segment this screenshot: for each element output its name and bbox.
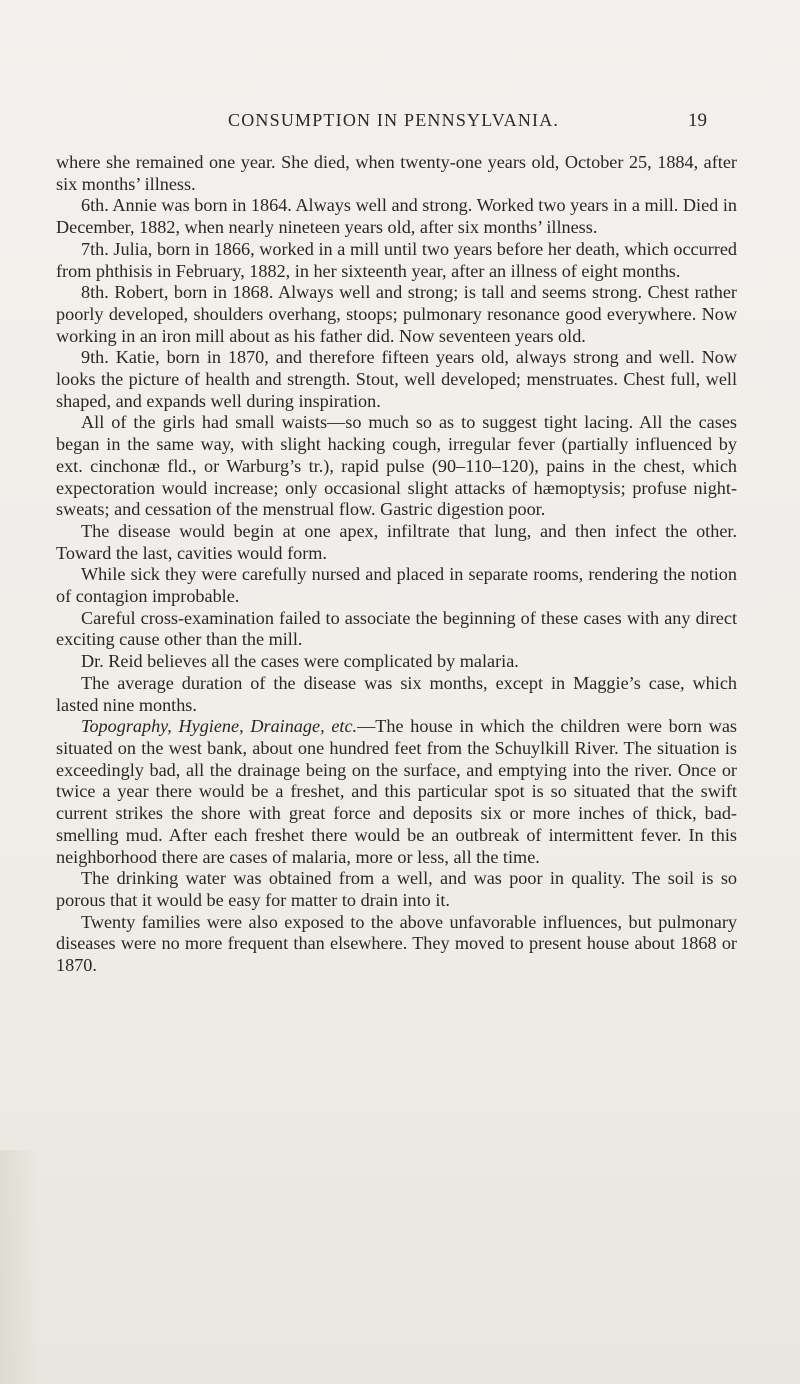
topography-heading: Topography, Hygiene, Drainage, etc.: [81, 716, 358, 737]
paragraph-disease-course: The disease would begin at one apex, infiltrate that lung, and then infect the other. Toward the last, cavities would form.: [56, 520, 737, 563]
paragraph-nursing: While sick they were carefully nursed and placed in separate rooms, rendering the notion of contagion improbable.: [56, 564, 737, 607]
paragraph-julia: 7th. Julia, born in 1866, worked in a mill until two years before her death, which occurred from phthisis in February, 1882, in her sixteenth year, after an illness of eight months.: [56, 238, 737, 281]
page-header: [0, 110, 800, 140]
paragraph-families: Twenty families were also exposed to the above unfavorable influences, but pulmonary diseases were no more frequent than elsewhere. They moved to present house about 1868 or 1870.: [56, 911, 737, 976]
paragraph-duration: The average duration of the disease was six months, except in Maggie’s case, which lasted nine months.: [56, 672, 737, 715]
paragraph-topography: [56, 716, 737, 868]
page-number: 19: [688, 110, 707, 131]
paragraph-continuation: where she remained one year. She died, when twenty-one years old, October 25, 1884, after six months’ illness.: [56, 152, 737, 194]
paragraph-malaria: Dr. Reid believes all the cases were complicated by malaria.: [81, 651, 519, 672]
topography-text: —The house in which the children were born was situated on the west bank, about one hundred feet from the Schuylkill River. The situation is exceedingly bad, all the drainage being on the surface, and emptying into the river. Once or twice a year there would be a freshet, and this particular spot is so situated that the swift current strikes the shore with great force and deposits six or more inches of thick, bad-smelling mud. After each freshet there would be an outbreak of intermittent fever. In this neighborhood there are cases of malaria, more or less, all the time.: [56, 716, 738, 867]
paragraph-water: The drinking water was obtained from a well, and was poor in quality. The soil is so porous that it would be easy for matter to drain into it.: [56, 868, 737, 910]
paragraph-cross-examination: Careful cross-examination failed to associate the beginning of these cases with any direct exciting cause other than the mill.: [56, 607, 737, 650]
paragraph-annie: 6th. Annie was born in 1864. Always well and strong. Worked two years in a mill. Died in December, 1882, when nearly nineteen years old, after six months’ illness.: [56, 195, 737, 238]
paragraph-robert: 8th. Robert, born in 1868. Always well and strong; is tall and seems strong. Chest rather poorly developed, shoulders overhang, stoops; pulmonary resonance good everywhere. Now working in an iron mill about as his father did. Now seventeen years old.: [56, 282, 737, 346]
paragraph-symptoms: All of the girls had small waists—so much so as to suggest tight lacing. All the cases began in the same way, with slight hacking cough, irregular fever (partially influenced by ext. cinchonæ fld., or Warburg’s tr.), rapid pulse (90–110–120), pains in the chest, which expectoration would increase; only occasional slight attacks of hæmoptysis; profuse night-sweats; and cessation of the menstrual flow. Gastric digestion poor.: [56, 412, 737, 520]
running-head: CONSUMPTION IN PENNSYLVANIA.: [228, 110, 560, 130]
body-text: [56, 152, 737, 977]
paragraph-katie: 9th. Katie, born in 1870, and therefore fifteen years old, always strong and well. Now looks the picture of health and strength. Stout, well developed; menstruates. Chest full, well shaped, and expands well during inspiration.: [56, 347, 737, 411]
page-edge-shadow: [0, 1150, 40, 1384]
